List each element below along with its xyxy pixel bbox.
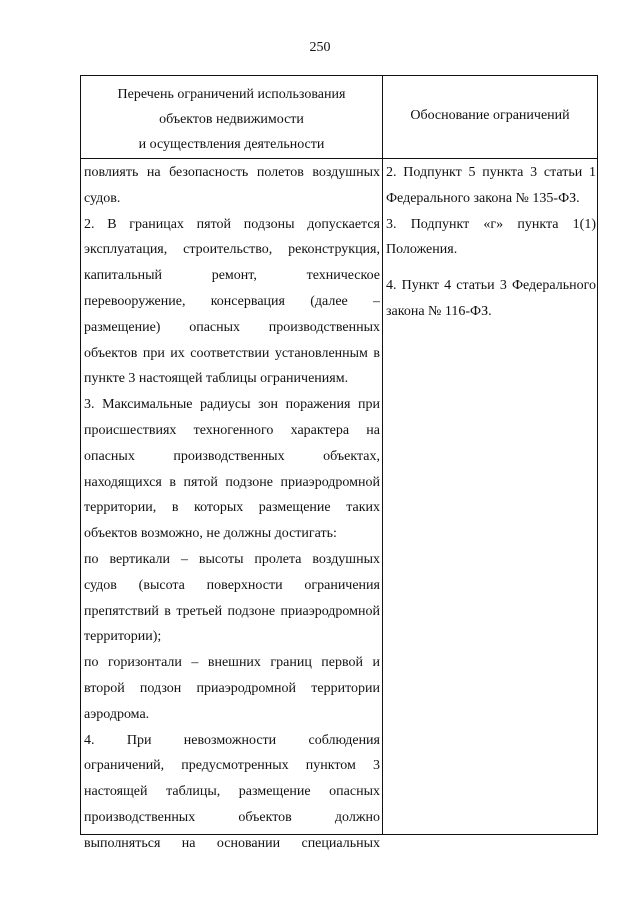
table-header	[81, 76, 597, 159]
left-text-line: эксплуатация, строительство, реконструкция,	[84, 242, 380, 258]
left-text-line: по горизонтали – внешних границ первой и	[84, 655, 380, 671]
left-text-line: пункте 3 настоящей таблицы ограничениям.	[84, 371, 349, 387]
left-text-line: аэродрома.	[84, 706, 150, 722]
left-text-line: размещение) опасных производственных	[84, 319, 380, 335]
page-number: 250	[309, 40, 331, 55]
left-text-line: происшествиях техногенного характера на	[84, 422, 380, 438]
right-text-line: 2. Подпункт 5 пункта 3 статьи 1	[386, 165, 596, 180]
left-text-line: по вертикали – высоты пролета воздушных	[84, 551, 380, 567]
header-left-line: объектов недвижимости	[159, 112, 304, 127]
left-text-line: объектов при их соответствии установленным в	[84, 345, 380, 361]
left-text-line: 4. При невозможности соблюдения	[84, 732, 380, 748]
left-text-line: 3. Максимальные радиусы зон поражения при	[84, 397, 380, 413]
left-text-line: второй подзон приаэродромной территории	[84, 680, 380, 696]
header-left-line: и осуществления деятельности	[138, 137, 325, 152]
left-text-line: перевооружение, консервация (далее –	[84, 293, 380, 309]
left-text-line: настоящей таблицы, размещение опасных	[84, 784, 380, 800]
right-text-line: 3. Подпункт «г» пункта 1(1)	[386, 216, 596, 232]
left-text-line: повлиять на безопасность полетов воздушных	[84, 165, 380, 180]
right-text-line: Федерального закона № 135-ФЗ.	[386, 190, 580, 206]
left-text-line: капитальный ремонт, техническое	[84, 268, 380, 284]
left-text-line: территории);	[84, 629, 162, 645]
restrictions-table	[80, 75, 598, 851]
paragraph-gap	[386, 263, 596, 273]
column-divider	[382, 76, 383, 834]
header-restrictions-list	[81, 82, 382, 157]
left-text-line: объектов возможно, не должны достигать:	[84, 526, 337, 542]
left-text-line: территории, в которых размещение таких	[84, 500, 380, 516]
left-text-line: выполняться на основании специальных	[84, 835, 380, 851]
right-text-line: закона № 116-ФЗ.	[386, 303, 492, 319]
right-text-line: 4. Пункт 4 статьи 3 Федерального	[386, 278, 596, 294]
left-text-line: препятствий в третьей подзоне приаэродромной	[84, 603, 380, 619]
left-text-line: судов (высота поверхности ограничения	[84, 577, 380, 593]
left-text-line: производственных объектов должно	[84, 809, 380, 825]
justification-column	[386, 160, 596, 325]
right-text-line: Положения.	[386, 242, 458, 258]
header-justification: Обоснование ограничений	[410, 108, 570, 123]
left-text-line: 2. В границах пятой подзоны допускается	[84, 216, 380, 232]
left-text-line: ограничений, предусмотренных пунктом 3	[84, 758, 380, 774]
left-text-line: опасных производственных объектах,	[84, 448, 380, 464]
restrictions-column	[84, 160, 380, 857]
header-left-line: Перечень ограничений использования	[117, 87, 346, 102]
left-text-line: судов.	[84, 190, 121, 206]
left-text-line: находящихся в пятой подзоне приаэродромной	[84, 474, 380, 490]
